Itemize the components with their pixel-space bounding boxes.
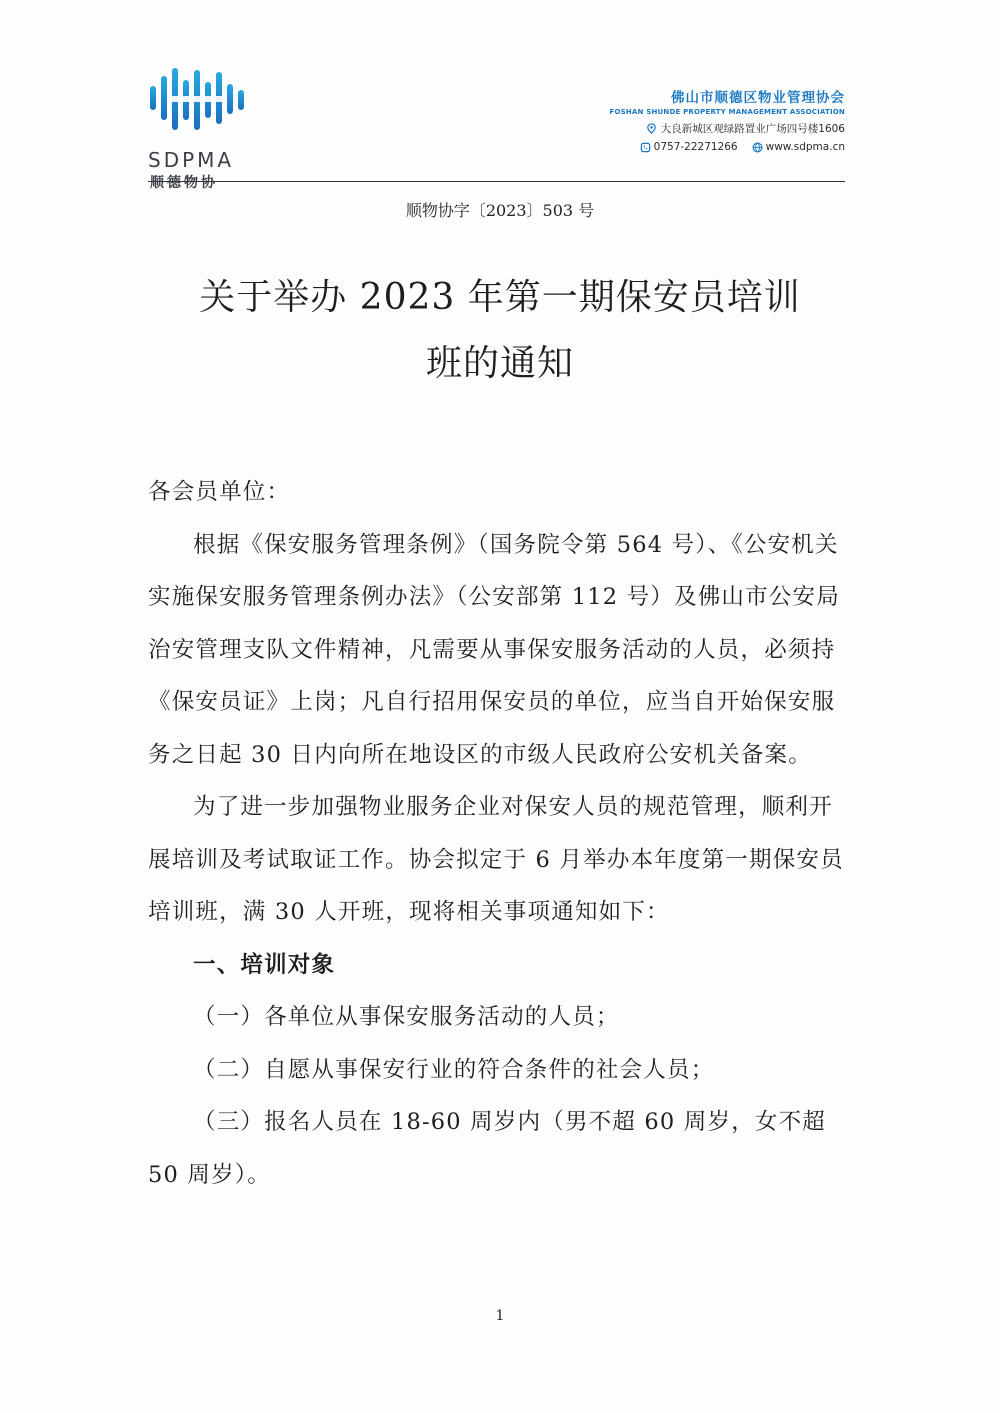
document-body bbox=[148, 466, 848, 1201]
document-title bbox=[140, 265, 860, 397]
association-name: 佛山市顺德区物业管理协会 bbox=[671, 90, 845, 106]
list-item: （一）各单位从事保安服务活动的人员； bbox=[193, 1004, 620, 1030]
association-info bbox=[485, 86, 845, 153]
page-number: 1 bbox=[495, 1308, 505, 1324]
globe-icon bbox=[752, 142, 763, 153]
location-pin-icon bbox=[646, 123, 657, 134]
sound-wave-logo-icon bbox=[148, 66, 248, 136]
website-group bbox=[752, 141, 845, 153]
header-divider bbox=[148, 181, 845, 182]
logo-text-cn: 顺德物协 bbox=[150, 175, 218, 191]
logo-text-en: SDPMA bbox=[148, 148, 235, 172]
contact-line bbox=[485, 141, 845, 153]
list-item: （三）报名人员在 18-60 周岁内（男不超 60 周岁，女不超 50 周岁）。 bbox=[148, 1109, 827, 1188]
phone-icon bbox=[640, 142, 651, 153]
phone-text: 0757-22271266 bbox=[653, 141, 738, 153]
paragraph-1: 根据《保安服务管理条例》（国务院令第 564 号）、《公安机关实施保安服务管理条例办法》（公安部第 112 号）及佛山市公安局治安管理支队文件精神，凡需要从事保安服务活动的人员，必须持《保安员证》上岗；凡自行招用保安员的单位，应当自开始保安服务之日起 30 日内向所在地设区的市级人民政府公安机关备案。 bbox=[148, 531, 840, 768]
phone-group bbox=[640, 141, 738, 153]
title-line-1: 关于举办 2023 年第一期保安员培训 bbox=[199, 277, 801, 318]
website-text: www.sdpma.cn bbox=[765, 141, 845, 153]
sdpma-logo bbox=[148, 66, 258, 191]
list-item: （二）自愿从事保安行业的符合条件的社会人员； bbox=[193, 1056, 715, 1083]
address-text: 大良新城区观绿路置业广场四号楼1606 bbox=[660, 123, 845, 135]
salutation: 各会员单位： bbox=[148, 479, 291, 505]
association-name-en: FOSHAN SHUNDE PROPERTY MANAGEMENT ASSOCIATION bbox=[609, 108, 845, 116]
address-line bbox=[485, 121, 845, 136]
paragraph-2: 为了进一步加强物业服务企业对保安人员的规范管理，顺利开展培训及考试取证工作。协会拟定于 6 月举办本年度第一期保安员培训班，满 30 人开班，现将相关事项通知如下： bbox=[148, 794, 844, 925]
document-number: 顺物协字〔2023〕503 号 bbox=[405, 201, 595, 220]
section-heading-1: 一、培训对象 bbox=[193, 951, 336, 978]
title-line-2: 班的通知 bbox=[425, 343, 574, 384]
